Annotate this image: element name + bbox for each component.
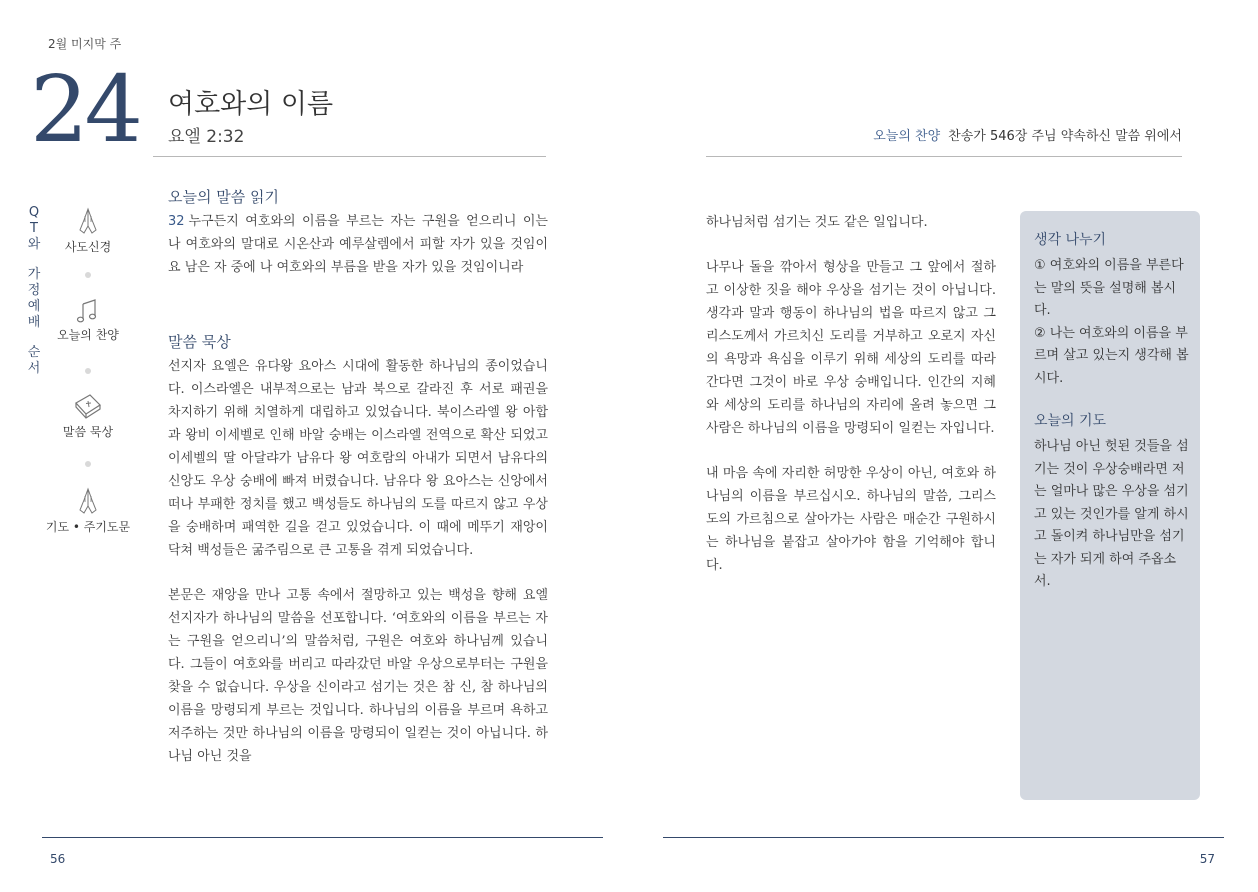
sidebar-item-creed [33, 206, 143, 255]
page-number-right: 57 [1199, 852, 1215, 866]
vertical-char: T [30, 221, 38, 236]
sidebar-item-label: 말씀 묵상 [62, 425, 114, 439]
praying-hands-icon [73, 206, 103, 236]
verse-number: 32 [168, 214, 185, 229]
footer-divider-right [663, 837, 1224, 838]
vertical-char: 와 [27, 237, 41, 252]
hymn-label: 오늘의 찬양 [873, 129, 941, 144]
vertical-gap [26, 253, 42, 267]
scripture-passage [168, 210, 548, 301]
separator-dot [85, 272, 91, 278]
header-divider-right [706, 156, 1182, 157]
share-heading: 생각 나누기 [1034, 232, 1107, 248]
week-label: 2월 미지막 주 [48, 37, 122, 51]
continued-paragraph: 나무나 돌을 깎아서 형상을 만들고 그 앞에서 절하고 이상한 짓을 해야 우상을 섬기는 것이 아닙니다. 생각과 말과 행동이 하나님의 법을 따르지 않고 그리스도께서 가르치신 도리를 거부하고 오로지 자신의 욕망과 욕심을 이루기 위해 세상의 도리를 따라 간다면 그것이 바로 우상 숭배입니다. 인간의 지혜와 세상의 도리를 하나님의 자리에 올려 놓으면 그 사람은 하나님의 이름을 망령되이 일컫는 자입니다. [706, 260, 996, 436]
page-title: 여호와의 이름 [168, 89, 334, 120]
hymn-text: 찬송가 546장 주님 약속하신 말씀 위에서 [948, 129, 1182, 144]
vertical-char: 순 [27, 345, 41, 360]
vertical-char: 배 [27, 315, 41, 330]
sidebar-item-meditation [33, 391, 143, 440]
meditation-continued [706, 211, 996, 599]
vertical-char: 예 [27, 299, 41, 314]
header-divider-left [153, 156, 546, 157]
meditation-paragraph: 선지자 요엘은 유다왕 요아스 시대에 활동한 하나님의 종이었습니다. 이스라엘은 내부적으로는 남과 북으로 갈라진 후 서로 패권을 차지하기 위해 치열하게 대립하고 있었습니다. 북이스라엘 왕 아합과 왕비 이세벨로 인해 바알 숭배는 이스라엘 전역으로 확산 되었고 이세벨의 딸 아달랴가 남유다 왕 여호람의 아내가 되면서 남유다의 신앙도 우상 숭배에 빠져 버렸습니다. 남유다 왕 요아스는 신앙에서 떠나 부패한 정치를 했고 백성들도 하나님의 도를 따르지 않고 우상을 숭배하며 패역한 길을 걷고 있었습니다. 이 때에 메뚜기 재앙이 닥쳐 백성들은 굶주림으로 큰 고통을 겪게 되었습니다. [168, 359, 548, 558]
verse-text: 누구든지 여호와의 이름을 부르는 자는 구원을 얻으리니 이는 나 여호와의 말대로 시온산과 예루살렘에서 피할 자가 있을 것임이요 남은 자 중에 나 여호와의 부름을 받을 자가 있을 것임이니라 [168, 214, 548, 275]
sidebar-item-label: 사도신경 [64, 240, 112, 254]
vertical-char: 정 [27, 283, 41, 298]
vertical-char: 가 [27, 267, 41, 282]
meditation-body [168, 355, 548, 790]
meditation-paragraph: 본문은 재앙을 만나 고통 속에서 절망하고 있는 백성을 향해 요엘 선지자가 하나님의 말씀을 선포합니다. ‘여호와의 이름을 부르는 자는 구원을 얻으리니’의 말씀처럼, 구원은 여호와 하나님께 있습니다. 그들이 여호와를 버리고 따라갔던 바알 우상으로부터는 구원을 찾을 수 없습니다. 우상을 신이라고 섬기는 것은 참 신, 참 하나님의 이름을 망령되게 부르는 것입니다. 하나님의 이름을 부르며 욕하고 저주하는 것만 하나님의 이름을 망령되이 일컫는 것이 아닙니다. 하나님 아닌 것을 [168, 588, 548, 764]
sidebar-item-prayer [33, 486, 143, 535]
continued-paragraph: 하나님처럼 섬기는 것도 같은 일입니다. [706, 215, 928, 230]
prayer-heading: 오늘의 기도 [1034, 413, 1107, 429]
scripture-reference: 요엘 2:32 [168, 127, 245, 147]
separator-dot [85, 368, 91, 374]
praying-hands-icon [73, 486, 103, 516]
share-question: ① 여호와의 이름을 부른다는 말의 뜻을 설명해 봅시다. [1034, 258, 1184, 318]
continued-paragraph: 내 마음 속에 자리한 허망한 우상이 아닌, 여호와 하나님의 이름을 부르십시오. 하나님의 말씀, 그리스도의 가르침으로 살아가는 사람은 매순간 구원하시는 하나님을 붙잡고 살아가야 함을 기억해야 합니다. [706, 466, 996, 573]
bible-icon [72, 391, 104, 421]
share-question: ② 나는 여호와의 이름을 부르며 살고 있는지 생각해 봅시다. [1034, 325, 1189, 386]
day-number: 24 [30, 56, 140, 163]
todays-hymn [873, 125, 1182, 144]
sidebar-item-label: 기도 • 주기도문 [45, 520, 131, 534]
separator-dot [85, 461, 91, 467]
footer-divider-left [42, 837, 603, 838]
vertical-char: Q [28, 205, 40, 220]
music-note-icon [73, 298, 103, 324]
vertical-char: 서 [27, 361, 41, 376]
sidebar-item-label: 오늘의 찬양 [57, 328, 119, 342]
page-number-left: 56 [50, 852, 66, 866]
prayer-text: 하나님 아닌 헛된 것들을 섬기는 것이 우상숭배라면 저는 얼마나 많은 우상을 섬기고 있는 것인가를 알게 하시고 돌이켜 하나님만을 섬기는 자가 되게 하여 주옵소서. [1034, 439, 1189, 589]
meditation-heading: 말씀 묵상 [168, 333, 231, 351]
sidebar-item-hymn [33, 298, 143, 343]
reading-heading: 오늘의 말씀 읽기 [168, 188, 279, 206]
reflection-panel [1020, 211, 1200, 800]
